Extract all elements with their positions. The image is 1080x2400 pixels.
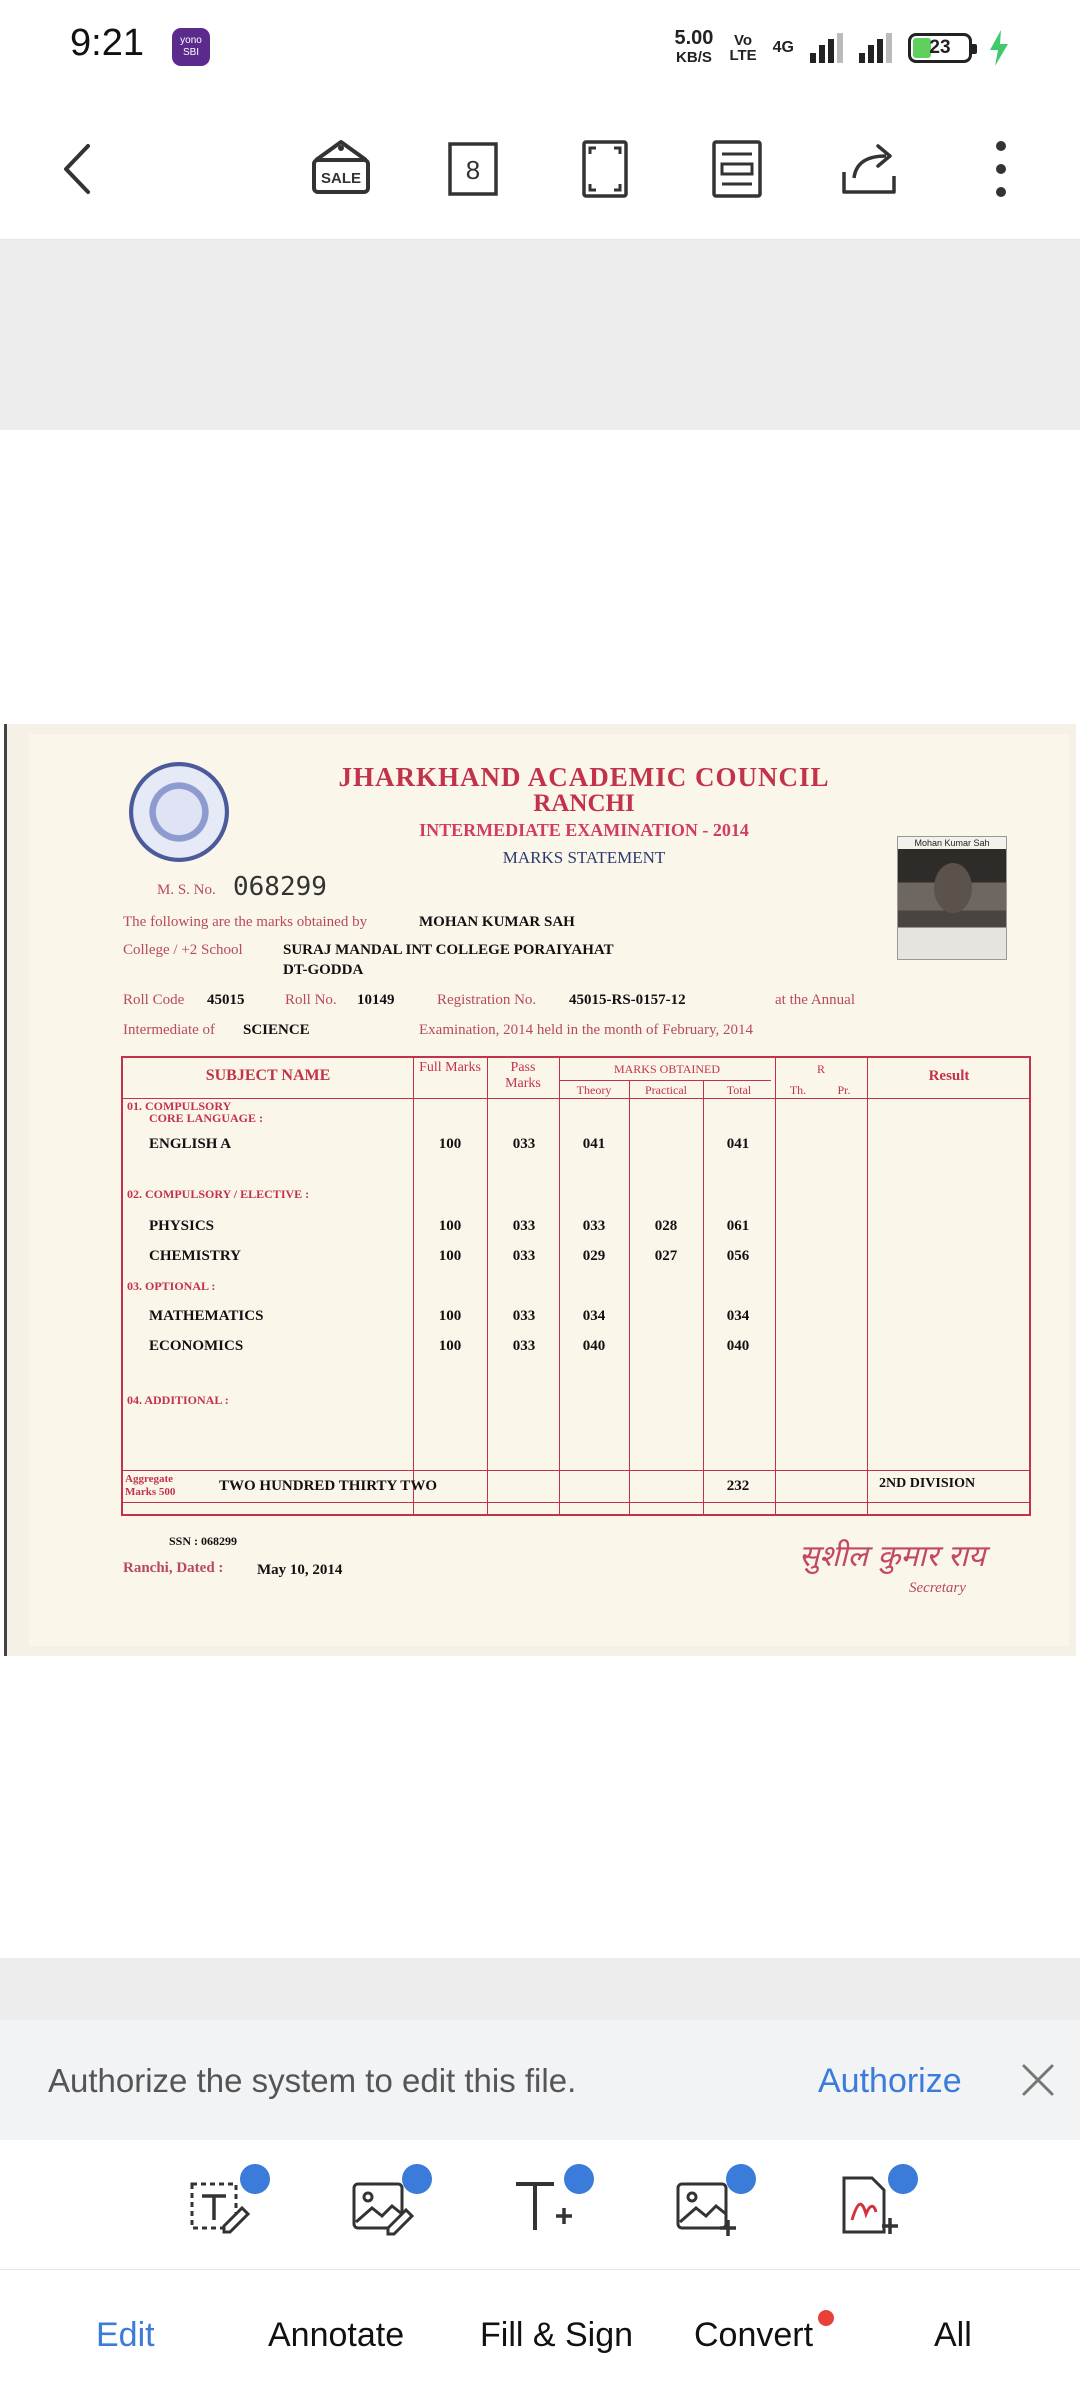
tab-edit[interactable]: Edit <box>96 2316 155 2354</box>
section-label: 04. ADDITIONAL : <box>127 1393 229 1407</box>
theory-marks: 041 <box>582 1136 606 1152</box>
page-count-button[interactable] <box>438 134 508 204</box>
premium-badge-icon <box>402 2164 432 2194</box>
theory-marks: 040 <box>582 1338 606 1354</box>
more-options-button[interactable] <box>966 134 1036 204</box>
premium-badge-icon <box>564 2164 594 2194</box>
student-photo <box>897 836 1007 960</box>
page-count: 8 <box>465 155 481 185</box>
registration-value: 45015-RS-0157-12 <box>569 992 686 1008</box>
header-full-marks: Full Marks <box>419 1060 481 1075</box>
volte-indicator <box>729 33 756 63</box>
college-label: College / +2 School <box>123 942 243 958</box>
section-sublabel: CORE LANGUAGE : <box>149 1111 264 1125</box>
aggregate-total: 232 <box>726 1478 750 1494</box>
header-pass-marks: Pass Marks <box>505 1060 541 1091</box>
speed-unit: KB/S <box>676 49 712 66</box>
premium-badge-icon <box>726 2164 756 2194</box>
division-result: 2ND DIVISION <box>879 1476 976 1491</box>
more-vertical-icon <box>968 136 1034 202</box>
theory-marks: 034 <box>582 1308 606 1324</box>
header-theory: Theory <box>576 1083 612 1097</box>
battery-icon <box>908 33 972 63</box>
authorize-banner <box>0 2020 1080 2140</box>
full-marks: 100 <box>438 1136 462 1152</box>
add-image-button[interactable] <box>670 2170 750 2250</box>
tab-annotate[interactable]: Annotate <box>268 2316 405 2354</box>
total-marks: 041 <box>726 1136 750 1152</box>
subject-name: CHEMISTRY <box>149 1248 241 1264</box>
notification-dot <box>818 2310 834 2326</box>
header-r: R <box>816 1062 825 1076</box>
volte-line2: LTE <box>729 47 757 64</box>
photo-caption: Mohan Kumar Sah <box>898 837 1006 849</box>
aggregate-marks-label: Marks 500 <box>125 1486 176 1498</box>
status-time: 9:21 <box>70 22 144 64</box>
app-badge-text: yono <box>180 35 202 46</box>
marks-table <box>121 1056 1031 1516</box>
reading-mode-button[interactable] <box>702 134 772 204</box>
speed-value: 5.00 <box>674 27 714 49</box>
ssn: SSN : 068299 <box>169 1534 238 1548</box>
subject-name: PHYSICS <box>149 1218 215 1234</box>
add-text-button[interactable] <box>508 2170 588 2250</box>
roll-code-label: Roll Code <box>123 992 185 1008</box>
battery-level: 23 <box>929 37 951 58</box>
full-marks: 100 <box>438 1218 462 1234</box>
page-count-icon <box>440 136 506 202</box>
theory-marks: 029 <box>582 1248 606 1264</box>
exam-held-label: Examination, 2014 held in the month of February, 2014 <box>419 1022 753 1038</box>
marks-statement-document <box>4 724 1076 1656</box>
stream-value: SCIENCE <box>243 1022 310 1038</box>
header-total: Total <box>726 1083 752 1097</box>
document-view-icon <box>704 136 770 202</box>
college-line2: DT-GODDA <box>283 962 364 978</box>
premium-badge-icon <box>888 2164 918 2194</box>
charging-bolt-icon <box>988 30 1010 66</box>
pass-marks: 033 <box>512 1248 536 1264</box>
subject-name: ENGLISH A <box>149 1136 232 1152</box>
premium-badge-icon <box>240 2164 270 2194</box>
signal-strength-1-icon <box>810 33 843 63</box>
header-subject: SUBJECT NAME <box>205 1067 331 1084</box>
practical-marks: 027 <box>654 1248 678 1264</box>
total-marks: 040 <box>726 1338 750 1354</box>
edit-tools-row <box>0 2140 1080 2270</box>
pass-marks: 033 <box>512 1338 536 1354</box>
tab-all[interactable]: All <box>934 2316 972 2354</box>
pass-marks: 033 <box>512 1218 536 1234</box>
back-button[interactable] <box>44 134 114 204</box>
status-bar <box>0 0 1080 96</box>
share-button[interactable] <box>834 134 904 204</box>
sale-label: SALE <box>320 170 362 187</box>
total-marks: 061 <box>726 1218 750 1234</box>
signal-strength-2-icon <box>859 33 892 63</box>
ranchi-dated-label: Ranchi, Dated : <box>123 1560 224 1576</box>
authorize-button[interactable]: Authorize <box>818 2062 962 2100</box>
section-label: 01. COMPULSORY <box>127 1099 232 1113</box>
full-marks: 100 <box>438 1338 462 1354</box>
section-label: 02. COMPULSORY / ELECTIVE : <box>127 1187 310 1201</box>
ms-no-label: M. S. No. <box>157 882 216 898</box>
registration-label: Registration No. <box>437 992 537 1008</box>
edit-text-button[interactable] <box>184 2170 264 2250</box>
full-marks: 100 <box>438 1248 462 1264</box>
network-speed <box>675 29 714 67</box>
pass-marks: 033 <box>512 1136 536 1152</box>
aggregate-words: TWO HUNDRED THIRTY TWO <box>219 1478 437 1494</box>
network-type: 4G <box>772 39 794 56</box>
page-gap-bottom <box>0 1958 1080 2020</box>
student-name: MOHAN KUMAR SAH <box>419 914 575 930</box>
statement-title: MARKS STATEMENT <box>502 848 666 867</box>
header-marks-obtained: MARKS OBTAINED <box>613 1062 721 1076</box>
header-th: Th. <box>789 1083 807 1097</box>
total-marks: 034 <box>726 1308 750 1324</box>
tab-fill-sign[interactable]: Fill & Sign <box>480 2316 634 2354</box>
document-paper <box>29 734 1069 1646</box>
bottom-nav <box>0 2270 1080 2400</box>
fullscreen-button[interactable] <box>570 134 640 204</box>
secretary-signature: सुशील कुमार राय <box>799 1539 986 1574</box>
header-pr: Pr. <box>837 1083 851 1097</box>
fullscreen-icon <box>572 136 638 202</box>
issue-date: May 10, 2014 <box>257 1562 343 1578</box>
sale-tag-icon <box>308 136 374 202</box>
subject-name: ECONOMICS <box>149 1338 244 1354</box>
ms-no-value: 068299 <box>233 872 327 902</box>
council-name: JHARKHAND ACADEMIC COUNCIL <box>338 762 830 792</box>
aggregate-label: Aggregate <box>125 1473 174 1485</box>
edit-image-button[interactable] <box>346 2170 426 2250</box>
roll-no-value: 10149 <box>357 992 395 1008</box>
yono-app-notification-icon <box>172 28 210 66</box>
secretary-label: Secretary <box>909 1580 966 1596</box>
page-gap-top <box>0 240 1080 430</box>
annual-label: at the Annual <box>775 992 855 1008</box>
reader-toolbar <box>0 96 1080 240</box>
authorize-message: Authorize the system to edit this file. <box>48 2062 577 2099</box>
volte-line1: Vo <box>734 32 753 49</box>
header-result: Result <box>928 1068 970 1084</box>
full-marks: 100 <box>438 1308 462 1324</box>
intermediate-label: Intermediate of <box>123 1022 216 1038</box>
share-icon <box>836 136 902 202</box>
total-marks: 056 <box>726 1248 750 1264</box>
obtained-by-label: The following are the marks obtained by <box>123 914 368 930</box>
roll-code-value: 45015 <box>207 992 245 1008</box>
subject-name: MATHEMATICS <box>149 1308 264 1324</box>
section-label: 03. OPTIONAL : <box>127 1279 216 1293</box>
status-icons <box>675 24 1011 72</box>
close-icon[interactable] <box>1018 2060 1058 2100</box>
roll-no-label: Roll No. <box>285 992 337 1008</box>
college-line1: SURAJ MANDAL INT COLLEGE PORAIYAHAT <box>283 942 614 958</box>
council-city: RANCHI <box>533 790 635 817</box>
practical-marks: 028 <box>654 1218 678 1234</box>
header-practical: Practical <box>645 1083 687 1097</box>
tab-convert[interactable]: Convert <box>694 2316 814 2354</box>
pdf-signature-button[interactable] <box>832 2170 912 2250</box>
sale-button[interactable] <box>306 134 376 204</box>
theory-marks: 033 <box>582 1218 606 1234</box>
pass-marks: 033 <box>512 1308 536 1324</box>
app-badge-subtext: SBI <box>182 47 200 58</box>
exam-title: INTERMEDIATE EXAMINATION - 2014 <box>419 820 749 840</box>
chevron-left-icon <box>46 136 112 202</box>
